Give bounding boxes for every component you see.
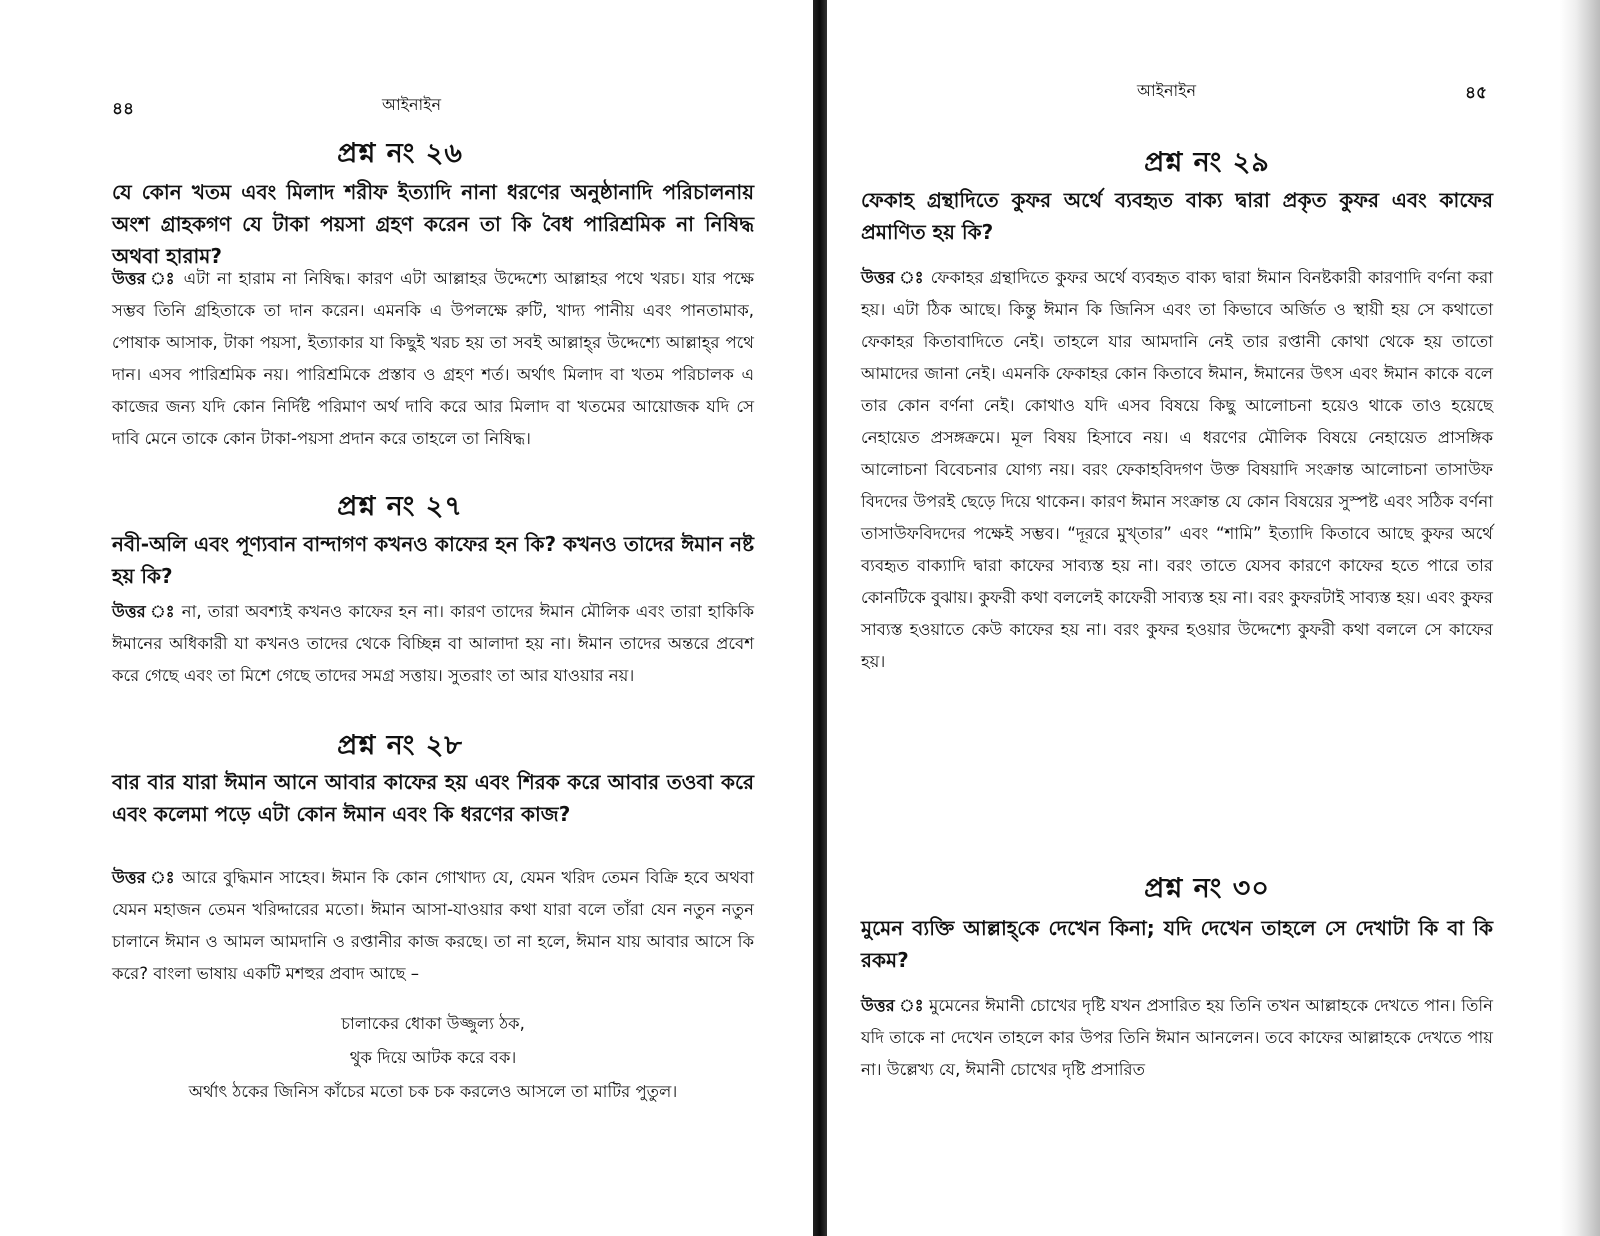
- question-text-26: যে কোন খতম এবং মিলাদ শরীফ ইত্যাদি নানা ধরণের অনুষ্ঠানাদি পরিচালনায় অংশ গ্রাহকগণ যে টাকা পয়সা গ্রহণ করেন তা কি বৈধ পারিশ্রমিক না নিষিদ্ধ অথবা হারাম?: [112, 180, 754, 268]
- page-number: ৪৫: [1465, 83, 1488, 103]
- answer-label: উত্তর ঃ: [112, 602, 176, 621]
- answer-text-27: না, তারা অবশ্যই কখনও কাফের হন না। কারণ তাদের ঈমান মৌলিক এবং তারা হাকিকি ঈমানের অধিকারী যা কখনও তাদের থেকে বিচ্ছিন্ন বা আলাদা হয় না। ঈমান তাদের অন্তরে প্রবেশ করে গেছে এবং তা মিশে গেছে তাদের সমগ্র সত্তায়। সুতরাং তা আর যাওয়ার নয়।: [112, 602, 754, 685]
- question-text-28: বার বার যারা ঈমান আনে আবার কাফের হয় এবং শিরক করে আবার তওবা করে এবং কলেমা পড়ে এটা কোন ঈমান এবং কি ধরণের কাজ?: [112, 770, 754, 826]
- answer-label: উত্তর ঃ: [861, 268, 925, 287]
- answer-block-26: [112, 263, 754, 455]
- proverb-line-2: থুক দিয়ে আটক করে বক।: [349, 1048, 517, 1067]
- question-text-29: ফেকাহ গ্রন্থাদিতে কুফর অর্থে ব্যবহৃত বাক্য দ্বারা প্রকৃত কুফর এবং কাফের প্রমাণিত হয় কি?: [861, 188, 1493, 244]
- question-heading-28: প্রশ্ন নং ২৮: [337, 730, 463, 761]
- answer-block-29: [861, 262, 1493, 678]
- question-heading-26: প্রশ্ন নং ২৬: [337, 138, 463, 169]
- book-gutter: [813, 0, 827, 1236]
- page-number: ৪৪: [112, 99, 135, 119]
- running-title: আইনাইন: [1137, 81, 1197, 100]
- answer-block-27: [112, 596, 754, 692]
- closing-sentence: অর্থাৎ ঠকের জিনিস কাঁচের মতো চক চক করলেও আসলে তা মাটির পুতুল।: [188, 1082, 678, 1101]
- question-text-30: মুমেন ব্যক্তি আল্লাহ্‌কে দেখেন কিনা; যদি দেখেন তাহলে সে দেখাটা কি বা কি রকম?: [861, 916, 1493, 972]
- answer-label: উত্তর ঃ: [861, 996, 924, 1015]
- question-text-27: নবী-অলি এবং পূণ্যবান বান্দাগণ কখনও কাফের হন কি? কখনও তাদের ঈমান নষ্ট হয় কি?: [112, 532, 754, 588]
- answer-label: উত্তর ঃ: [112, 868, 176, 887]
- answer-label: উত্তর ঃ: [112, 269, 177, 288]
- answer-text-29: ফেকাহর গ্রন্থাদিতে কুফর অর্থে ব্যবহৃত বাক্য দ্বারা ঈমান বিনষ্টকারী কারণাদি বর্ণনা করা হয়। এটা ঠিক আছে। কিন্তু ঈমান কি জিনিস এবং তা কিভাবে অর্জিত ও স্থায়ী হয় সে কথাতো ফেকাহর কিতাবাদিতে নেই। তাহলে যার আমদানি নেই তার রপ্তানী কোথা থেকে হয় তাতো আমাদের জানা নেই। এমনকি ফেকাহর কোন কিতাবে ঈমান, ঈমানের উৎস এবং ঈমান কাকে বলে তার কোন বর্ণনা নেই। কোথাও যদি এসব বিষয়ে কিছু আলোচনা হয়েও থাকে তাও হয়েছে নেহায়েত প্রসঙ্গক্রমে। মূল বিষয় হিসাবে নয়। এ ধরণের মৌলিক বিষয়ে নেহায়েত প্রাসঙ্গিক আলোচনা বিবেচনার যোগ্য নয়। বরং ফেকাহবিদগণ উক্ত বিষয়াদি সংক্রান্ত আলোচনা তাসাউফ বিদদের উপরই ছেড়ে দিয়ে থাকেন। কারণ ঈমান সংক্রান্ত যে কোন বিষয়ের সুস্পষ্ট এবং সঠিক বর্ণনা তাসাউফবিদদের পক্ষেই সম্ভব। “দূররে মুখ্‌তার” এবং “শামি” ইত্যাদি কিতাবে আছে কুফর অর্থে ব্যবহৃত বাক্যাদি দ্বারা কাফের সাব্যস্ত হয় না। বরং তাতে যেসব কারণে কাফের হতে পারে তার কোনটিকে বুঝায়। কুফরী কথা বললেই কাফেরী সাব্যস্ত হয় না। বরং কুফরটাই সাব্যস্ত হয়। এবং কুফর সাব্যস্ত হওয়াতে কেউ কাফের হয় না। বরং কুফর হওয়ার উদ্দেশ্যে কুফরী কথা বললে সে কাফের হয়।: [861, 268, 1493, 671]
- question-heading-30: প্রশ্ন নং ৩০: [1144, 873, 1270, 904]
- answer-text-28: আরে বুদ্ধিমান সাহেব। ঈমান কি কোন গোখাদ্য যে, যেমন খরিদ তেমন বিক্রি হবে অথবা যেমন মহাজন তেমন খরিদ্দারের মতো। ঈমান আসা-যাওয়ার কথা যারা বলে তাঁরা যেন নতুন নতুন চালানে ঈমান ও আমল আমদানি ও রপ্তানীর কাজ করছে। তা না হলে, ঈমান যায় আবার আসে কি করে? বাংলা ভাষায় একটি মশহুর প্রবাদ আছে –: [112, 868, 754, 983]
- right-page: [827, 0, 1560, 1236]
- answer-block-28: [112, 862, 754, 990]
- answer-text-30: মুমেনের ঈমানী চোখের দৃষ্টি যখন প্রসারিত হয় তিনি তখন আল্লাহকে দেখতে পান। তিনি যদি তাকে না দেখেন তাহলে কার উপর তিনি ঈমান আনলেন। তবে কাফের আল্লাহকে দেখতে পায় না। উল্লেখ্য যে, ঈমানী চোখের দৃষ্টি প্রসারিত: [861, 996, 1494, 1079]
- answer-block-30: [861, 990, 1493, 1086]
- question-heading-27: প্রশ্ন নং ২৭: [337, 491, 463, 522]
- page-edge-shadow: [1560, 0, 1600, 1236]
- running-title: আইনাইন: [382, 95, 442, 114]
- question-heading-29: প্রশ্ন নং ২৯: [1144, 147, 1270, 178]
- proverb-line-1: চালাকের ধোকা উজ্জুল্য ঠক,: [341, 1014, 525, 1033]
- answer-text-26: এটা না হারাম না নিষিদ্ধ। কারণ এটা আল্লাহর উদ্দেশ্যে আল্লাহর পথে খরচ। যার পক্ষে সম্ভব তিনি গ্রহিতাকে তা দান করেন। এমনকি এ উপলক্ষে রুটি, খাদ্য পানীয় এবং পানতামাক, পোষাক আসাক, টাকা পয়সা, ইত্যাকার যা কিছুই খরচ হয় তা সবই আল্লাহ্‌র উদ্দেশ্যে আল্লাহ্‌র পথে দান। এসব পারিশ্রমিক নয়। পারিশ্রমিকে প্রস্তাব ও গ্রহণ শর্ত। অর্থাৎ মিলাদ বা খতম পরিচালক এ কাজের জন্য যদি কোন নির্দিষ্ট পরিমাণ অর্থ দাবি করে আর মিলাদ বা খতমের আয়োজক যদি সে দাবি মেনে তাকে কোন টাকা-পয়সা প্রদান করে তাহলে তা নিষিদ্ধ।: [112, 269, 755, 448]
